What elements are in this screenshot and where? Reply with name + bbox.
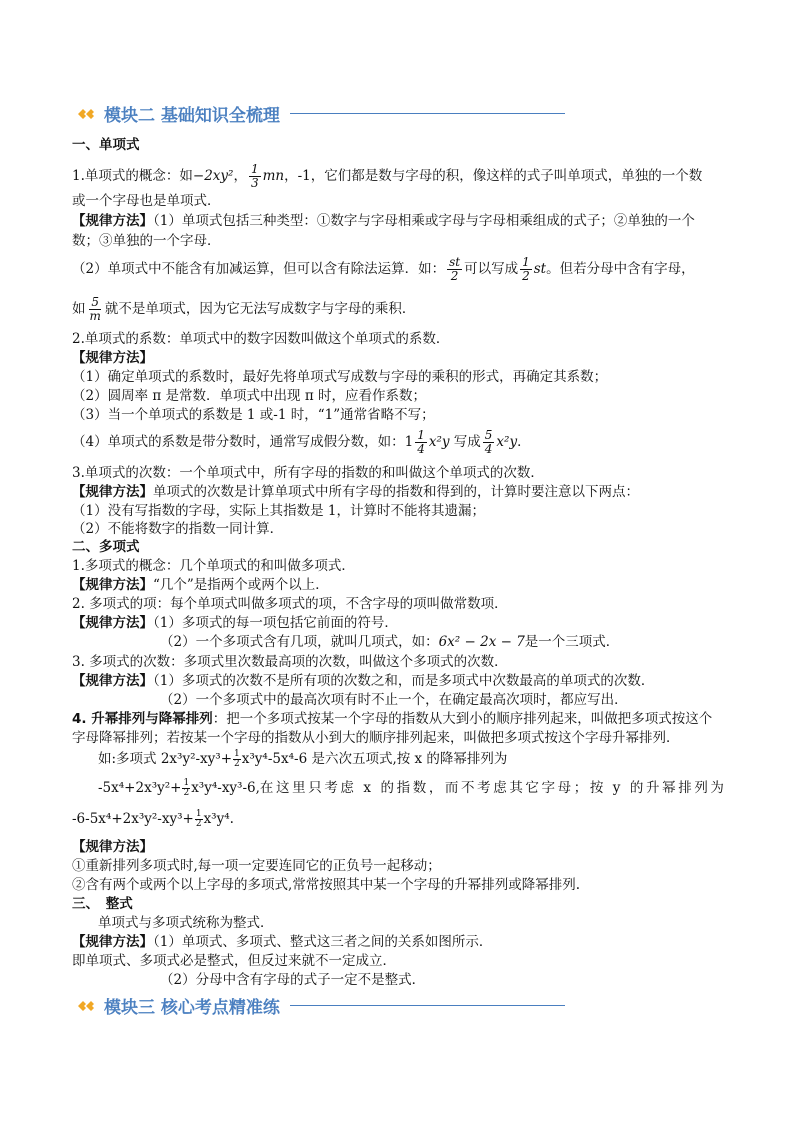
section-heading: 一、单项式 (72, 137, 140, 153)
header-rule (290, 113, 565, 114)
paragraph: 1.单项式的概念：如−2xy²， $\frac{1}{3}$ mn，-1，它们都是数与字母的积，像这样的式子叫单项式，单独的一个数 (72, 162, 703, 190)
example-line: 如:多项式 2x³y²-xy³+ $\frac{1}{2}$ x³y⁴-5x⁴-6 是六次五项式,按 x 的降幂排列为 (98, 749, 508, 769)
list-item: （2）分母中含有字母的式子一定不是整式． (160, 972, 426, 988)
paragraph: 3. 多项式的次数：多项式里次数最高项的次数，叫做这个多项式的次数． (72, 654, 508, 670)
section-heading: 三、 整式 (72, 896, 133, 912)
list-item: ①重新排列多项式时,每一项一定要连同它的正负号一起移动； (72, 858, 441, 874)
rule-paragraph: 【规律方法】（1）多项式的每一项包括它前面的符号． (72, 615, 398, 631)
rule-paragraph: 数；③单独的一个字母． (72, 233, 221, 249)
header-rule (290, 1005, 565, 1006)
module-title: 模块三 核心考点精准练 (104, 998, 280, 1018)
rule-paragraph: 【规律方法】（1）单项式包括三种类型：①数字与字母相乘或字母与字母相乘组成的式子；②单独的一个 (72, 213, 695, 229)
paragraph: 2. 多项式的项：每个单项式叫做多项式的项，不含字母的项叫做常数项． (72, 596, 508, 612)
rule-paragraph: 【规律方法】（1）多项式的次数不是所有项的次数之和，而是多项式中次数最高的单项式的次数． (72, 673, 655, 689)
rule-paragraph: 【规律方法】“几个”是指两个或两个以上． (72, 577, 329, 593)
list-item: （4）单项式的系数是带分数时，通常写成假分数，如：1 $\frac{1}{4}$ x²y 写成 $\frac{5}{4}$ x²y． (72, 428, 531, 456)
rule-paragraph: （2）一个多项式中的最高次项有时不止一个，在确定最高次项时，都应写出． (160, 692, 628, 708)
list-item: （1）没有写指数的字母，实际上其指数是 1，计算时不能将其遗漏； (72, 503, 485, 519)
paragraph: 1.多项式的概念：几个单项式的和叫做多项式． (72, 558, 355, 574)
paragraph: 4. 升幂排列与降幂排列：把一个多项式按某一个字母的指数从大到小的顺序排列起来，叫做把多项式按这个 (72, 711, 713, 727)
rule-label: 【规律方法】 (72, 839, 153, 855)
example-line: -5x⁴+2x³y²+ $\frac{1}{2}$ x³y⁴-xy³-6, 在这里只考虑 x 的指数，而不考虑其它字母；按 y 的升幂排列为 (98, 778, 727, 798)
list-item: （3）当一个单项式的系数是 1 或-1 时，“1”通常省略不写； (72, 407, 435, 423)
paragraph: 单项式与多项式统称为整式． (98, 915, 274, 931)
paragraph: 3.单项式的次数：一个单项式中，所有字母的指数的和叫做这个单项式的次数． (72, 465, 544, 481)
module-header (78, 993, 565, 1018)
rule-paragraph: （2）一个多项式含有几项，就叫几项式，如：6x² − 2x − 7是一个三项式． (160, 634, 620, 650)
list-item: ②含有两个或两个以上字母的多项式,常常按照其中某一个字母的升幂排列或降幂排列. (72, 877, 581, 893)
rule-label: 【规律方法】 (72, 350, 153, 366)
paragraph: 即单项式、多项式必是整式，但反过来就不一定成立． (72, 953, 396, 969)
rule-paragraph: （2）单项式中不能含有加减运算，但可以含有除法运算．如： $\frac{st}{2}$ 可以写成 $\frac{1}{2}$ st。但若分母中含有字母， (72, 255, 695, 283)
rule-paragraph: 【规律方法】（1）单项式、多项式、整式这三者之间的关系如图所示． (72, 934, 493, 950)
list-item: （2）圆周率 π 是常数．单项式中出现 π 时，应看作系数； (72, 388, 426, 404)
double-chevron-icon (78, 107, 98, 121)
example-line: -6-5x⁴+2x³y²-xy³+ $\frac{1}{2}$ x³y⁴. (72, 809, 234, 829)
paragraph: 字母降幂排列；若按某一个字母的指数从小到大的顺序排列起来，叫做把多项式按这个字母升幂排列． (72, 730, 680, 746)
module-header (78, 101, 565, 126)
rule-paragraph: 【规律方法】单项式的次数是计算单项式中所有字母的指数和得到的，计算时要注意以下两点： (72, 484, 639, 500)
section-heading: 二、多项式 (72, 539, 140, 555)
rule-paragraph: 如 $\frac{5}{m}$ 就不是单项式，因为它无法写成数字与字母的乘积． (72, 295, 416, 323)
list-item: （2）不能将数字的指数一同计算． (72, 521, 284, 537)
list-item: （1）确定单项式的系数时，最好先将单项式写成数与字母的乘积的形式，再确定其系数； (72, 369, 608, 385)
paragraph: 或一个字母也是单项式． (72, 193, 221, 209)
paragraph: 2.单项式的系数：单项式中的数字因数叫做这个单项式的系数． (72, 331, 450, 347)
double-chevron-icon (78, 999, 98, 1013)
module-title: 模块二 基础知识全梳理 (104, 106, 280, 126)
